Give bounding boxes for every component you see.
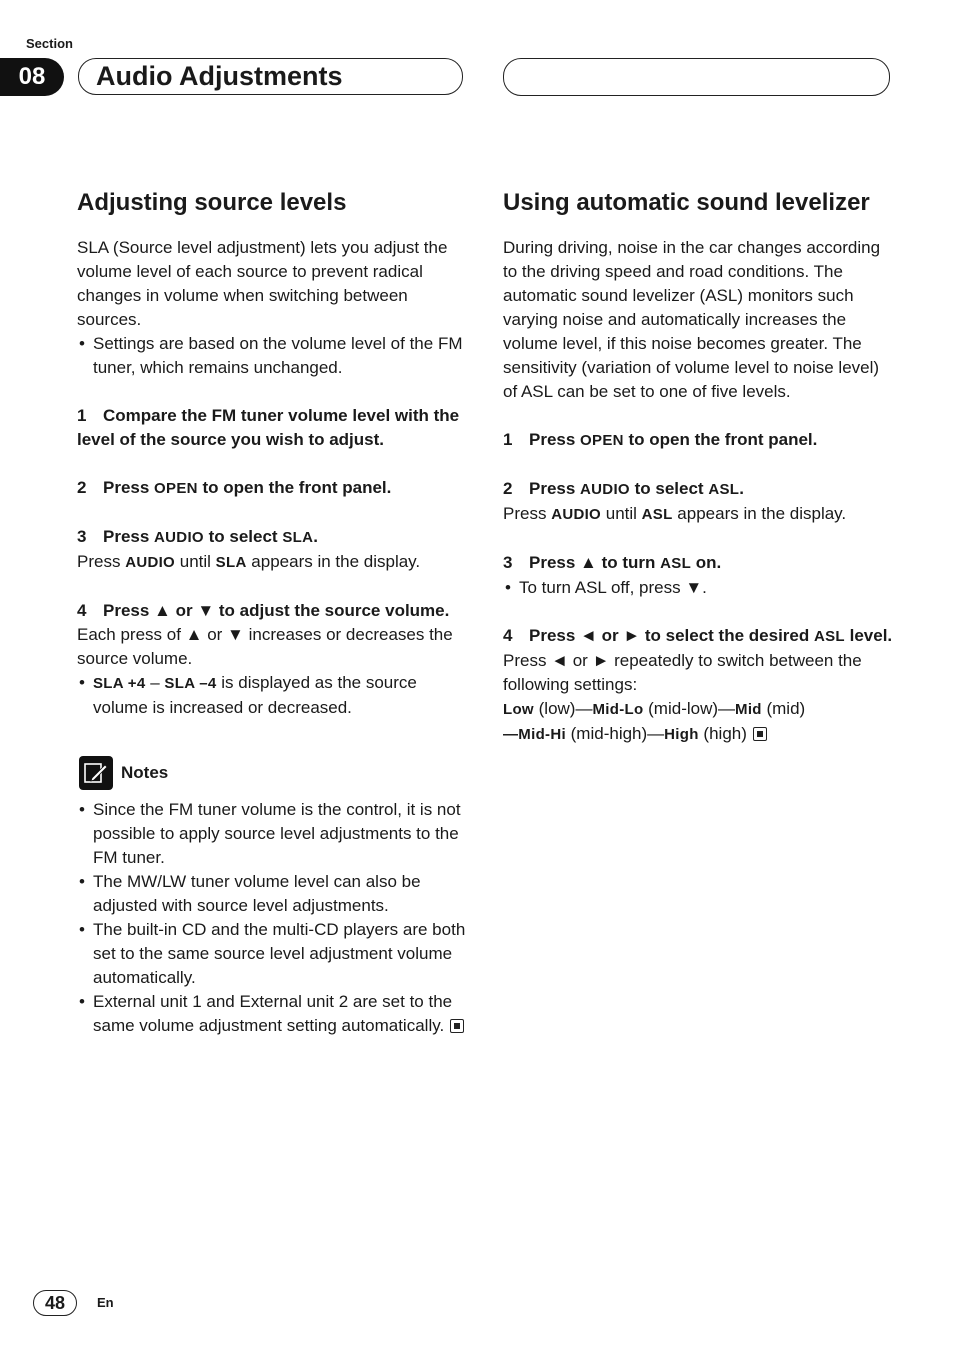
note-item: • The MW/LW tuner volume level can also be adjusted with source level adjustments. bbox=[77, 870, 467, 918]
settings-list: Low (low)—Mid-Lo (mid-low)—Mid (mid) —Mid-Hi (mid-high)—High (high) bbox=[503, 699, 806, 743]
step-3-bullet: • To turn ASL off, press ▼. bbox=[503, 576, 893, 600]
step-4-body: Each press of ▲ or ▼ increases or decreases the source volume. bbox=[77, 625, 453, 668]
note-item: • The built-in CD and the multi-CD players are both set to the same source level adjustment volume automatically. bbox=[77, 918, 467, 990]
pencil-note-icon bbox=[79, 756, 113, 790]
intro-bullet: • Settings are based on the volume level of the FM tuner, which remains unchanged. bbox=[77, 332, 467, 380]
section-number-tab: 08 bbox=[0, 58, 64, 96]
step-4-body: Press ◄ or ► repeatedly to switch between the following settings: bbox=[503, 651, 862, 694]
step-4: 4 Press ▲ or ▼ to adjust the source volume. bbox=[77, 601, 450, 620]
step-2: 2 Press OPEN to open the front panel. bbox=[77, 478, 392, 497]
page-title: Audio Adjustments bbox=[96, 61, 343, 91]
step-4-bullet: • SLA +4 – SLA –4 is displayed as the source volume is increased or decreased. bbox=[77, 671, 467, 720]
notes-header bbox=[79, 756, 467, 790]
end-mark-icon bbox=[450, 1019, 464, 1033]
page-number: 48 bbox=[33, 1290, 77, 1316]
step-3: 3 Press ▲ to turn ASL on. bbox=[503, 553, 722, 572]
empty-header-frame bbox=[503, 58, 890, 96]
step-2-body: Press AUDIO until ASL appears in the display. bbox=[503, 504, 847, 523]
section-heading-source-levels: Adjusting source levels bbox=[77, 189, 347, 216]
note-item: • External unit 1 and External unit 2 are set to the same volume adjustment setting automatically. bbox=[77, 990, 467, 1038]
step-1: 1 Compare the FM tuner volume level with the level of the source you wish to adjust. bbox=[77, 406, 460, 449]
step-1: 1 Press OPEN to open the front panel. bbox=[503, 430, 818, 449]
end-mark-icon bbox=[753, 727, 767, 741]
note-item: • Since the FM tuner volume is the control, it is not possible to apply source level adjustments to the FM tuner. bbox=[77, 798, 467, 870]
step-3: 3 Press AUDIO to select SLA. bbox=[77, 527, 318, 546]
language-code: En bbox=[97, 1295, 114, 1310]
notes-title: Notes bbox=[121, 763, 169, 782]
step-3-body: Press AUDIO until SLA appears in the display. bbox=[77, 552, 421, 571]
intro-paragraph: During driving, noise in the car changes according to the driving speed and road conditions. The automatic sound levelizer (ASL) monitors such varying noise and automatically increases the volume level, if this noise becomes greater. The sensitivity (variation of volume level to noise level) of ASL can be set to one of five levels. bbox=[503, 238, 881, 401]
section-label: Section bbox=[26, 36, 73, 51]
step-2: 2 Press AUDIO to select ASL. bbox=[503, 479, 744, 498]
left-column bbox=[77, 188, 467, 1038]
right-column bbox=[503, 188, 893, 747]
section-heading-asl: Using automatic sound levelizer bbox=[503, 189, 870, 216]
intro-paragraph: SLA (Source level adjustment) lets you adjust the volume level of each source to prevent radical changes in volume when switching between sources. bbox=[77, 238, 448, 329]
step-4: 4 Press ◄ or ► to select the desired ASL level. bbox=[503, 626, 893, 645]
